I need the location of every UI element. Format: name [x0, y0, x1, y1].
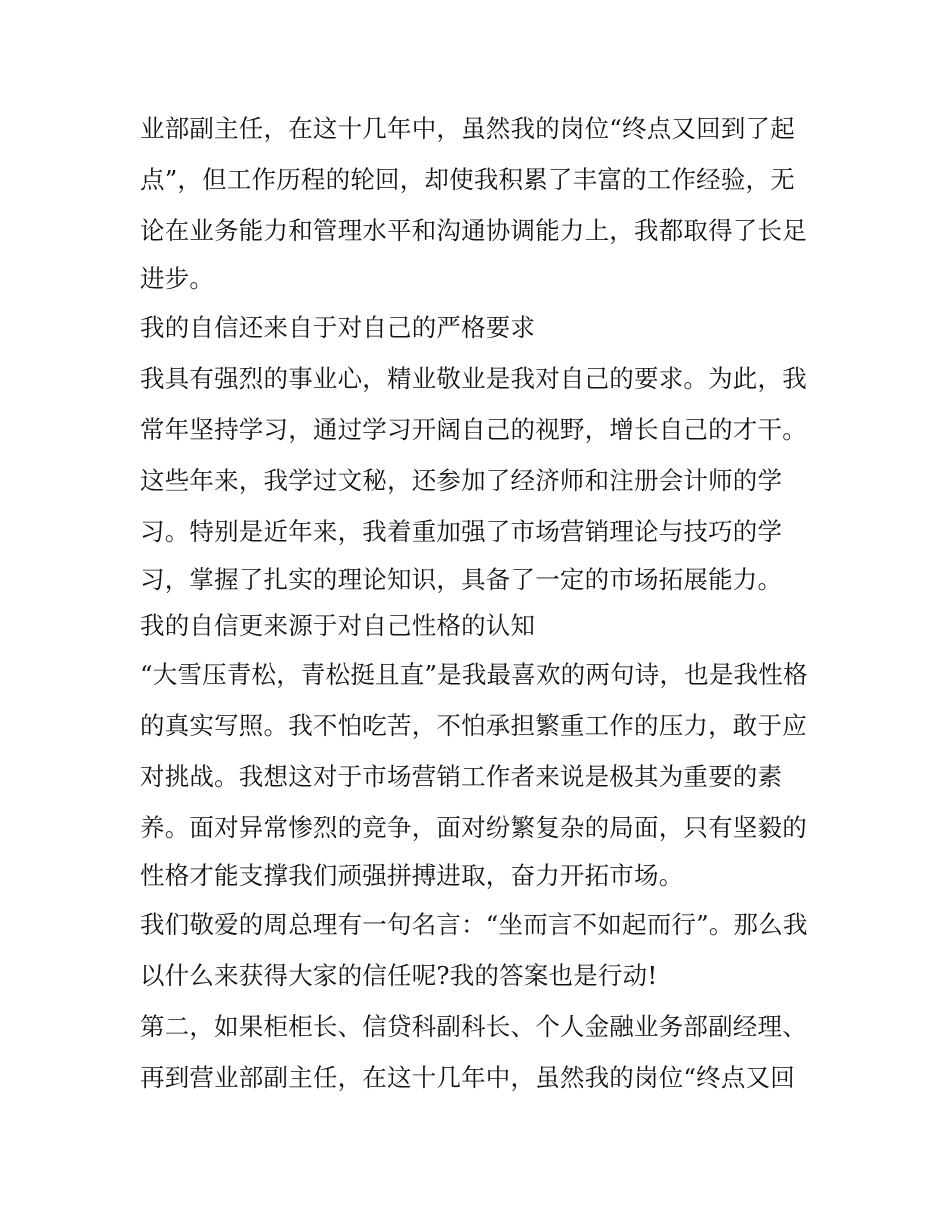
text-line: 我们敬爱的周总理有一句名言：“坐而言不如起而行”。那么我: [140, 910, 808, 939]
text-line: 这些年来，我学过文秘，还参加了经济师和注册会计师的学: [140, 466, 783, 495]
document-body: [140, 103, 820, 1103]
text-line: 进步。: [140, 264, 215, 293]
text-line: 论在业务能力和管理水平和沟通协调能力上，我都取得了长足: [140, 216, 807, 245]
text-line: 性格才能支撑我们顽强拼搏进取，奋力开拓市场。: [140, 861, 684, 890]
text-line: 点”，但工作历程的轮回，却使我积累了丰富的工作经验，无: [140, 165, 795, 194]
text-line: 习。特别是近年来，我着重加强了市场营销理论与技巧的学: [140, 517, 783, 546]
text-line: 第二，如果柜柜长、信贷科副科长、个人金融业务部副经理、: [140, 1012, 807, 1041]
text-line: 习，掌握了扎实的理论知识，具备了一定的市场拓展能力。: [140, 565, 783, 594]
text-line: 的真实写照。我不怕吃苦，不怕承担繁重工作的压力，敢于应: [140, 711, 807, 740]
text-line: 常年坚持学习，通过学习开阔自己的视野，增长自己的才干。: [140, 415, 807, 444]
section-heading: 我的自信更来源于对自己性格的认知: [140, 611, 536, 640]
text-line: 以什么来获得大家的信任呢?我的答案也是行动!: [140, 961, 658, 990]
text-line: 业部副主任，在这十几年中，虽然我的岗位“终点又回到了起: [140, 114, 795, 143]
section-heading: 我的自信还来自于对自己的严格要求: [140, 313, 536, 342]
text-line: 养。面对异常惨烈的竞争，面对纷繁复杂的局面，只有坚毅的: [140, 813, 807, 842]
text-line: “大雪压青松，青松挺且直”是我最喜欢的两句诗，也是我性格: [140, 660, 808, 689]
text-line: 对挑战。我想这对于市场营销工作者来说是极其为重要的素: [140, 762, 783, 791]
text-line: 我具有强烈的事业心，精业敬业是我对自己的要求。为此，我: [140, 364, 807, 393]
text-line: 再到营业部副主任，在这十几年中，虽然我的岗位“终点又回: [140, 1063, 795, 1092]
